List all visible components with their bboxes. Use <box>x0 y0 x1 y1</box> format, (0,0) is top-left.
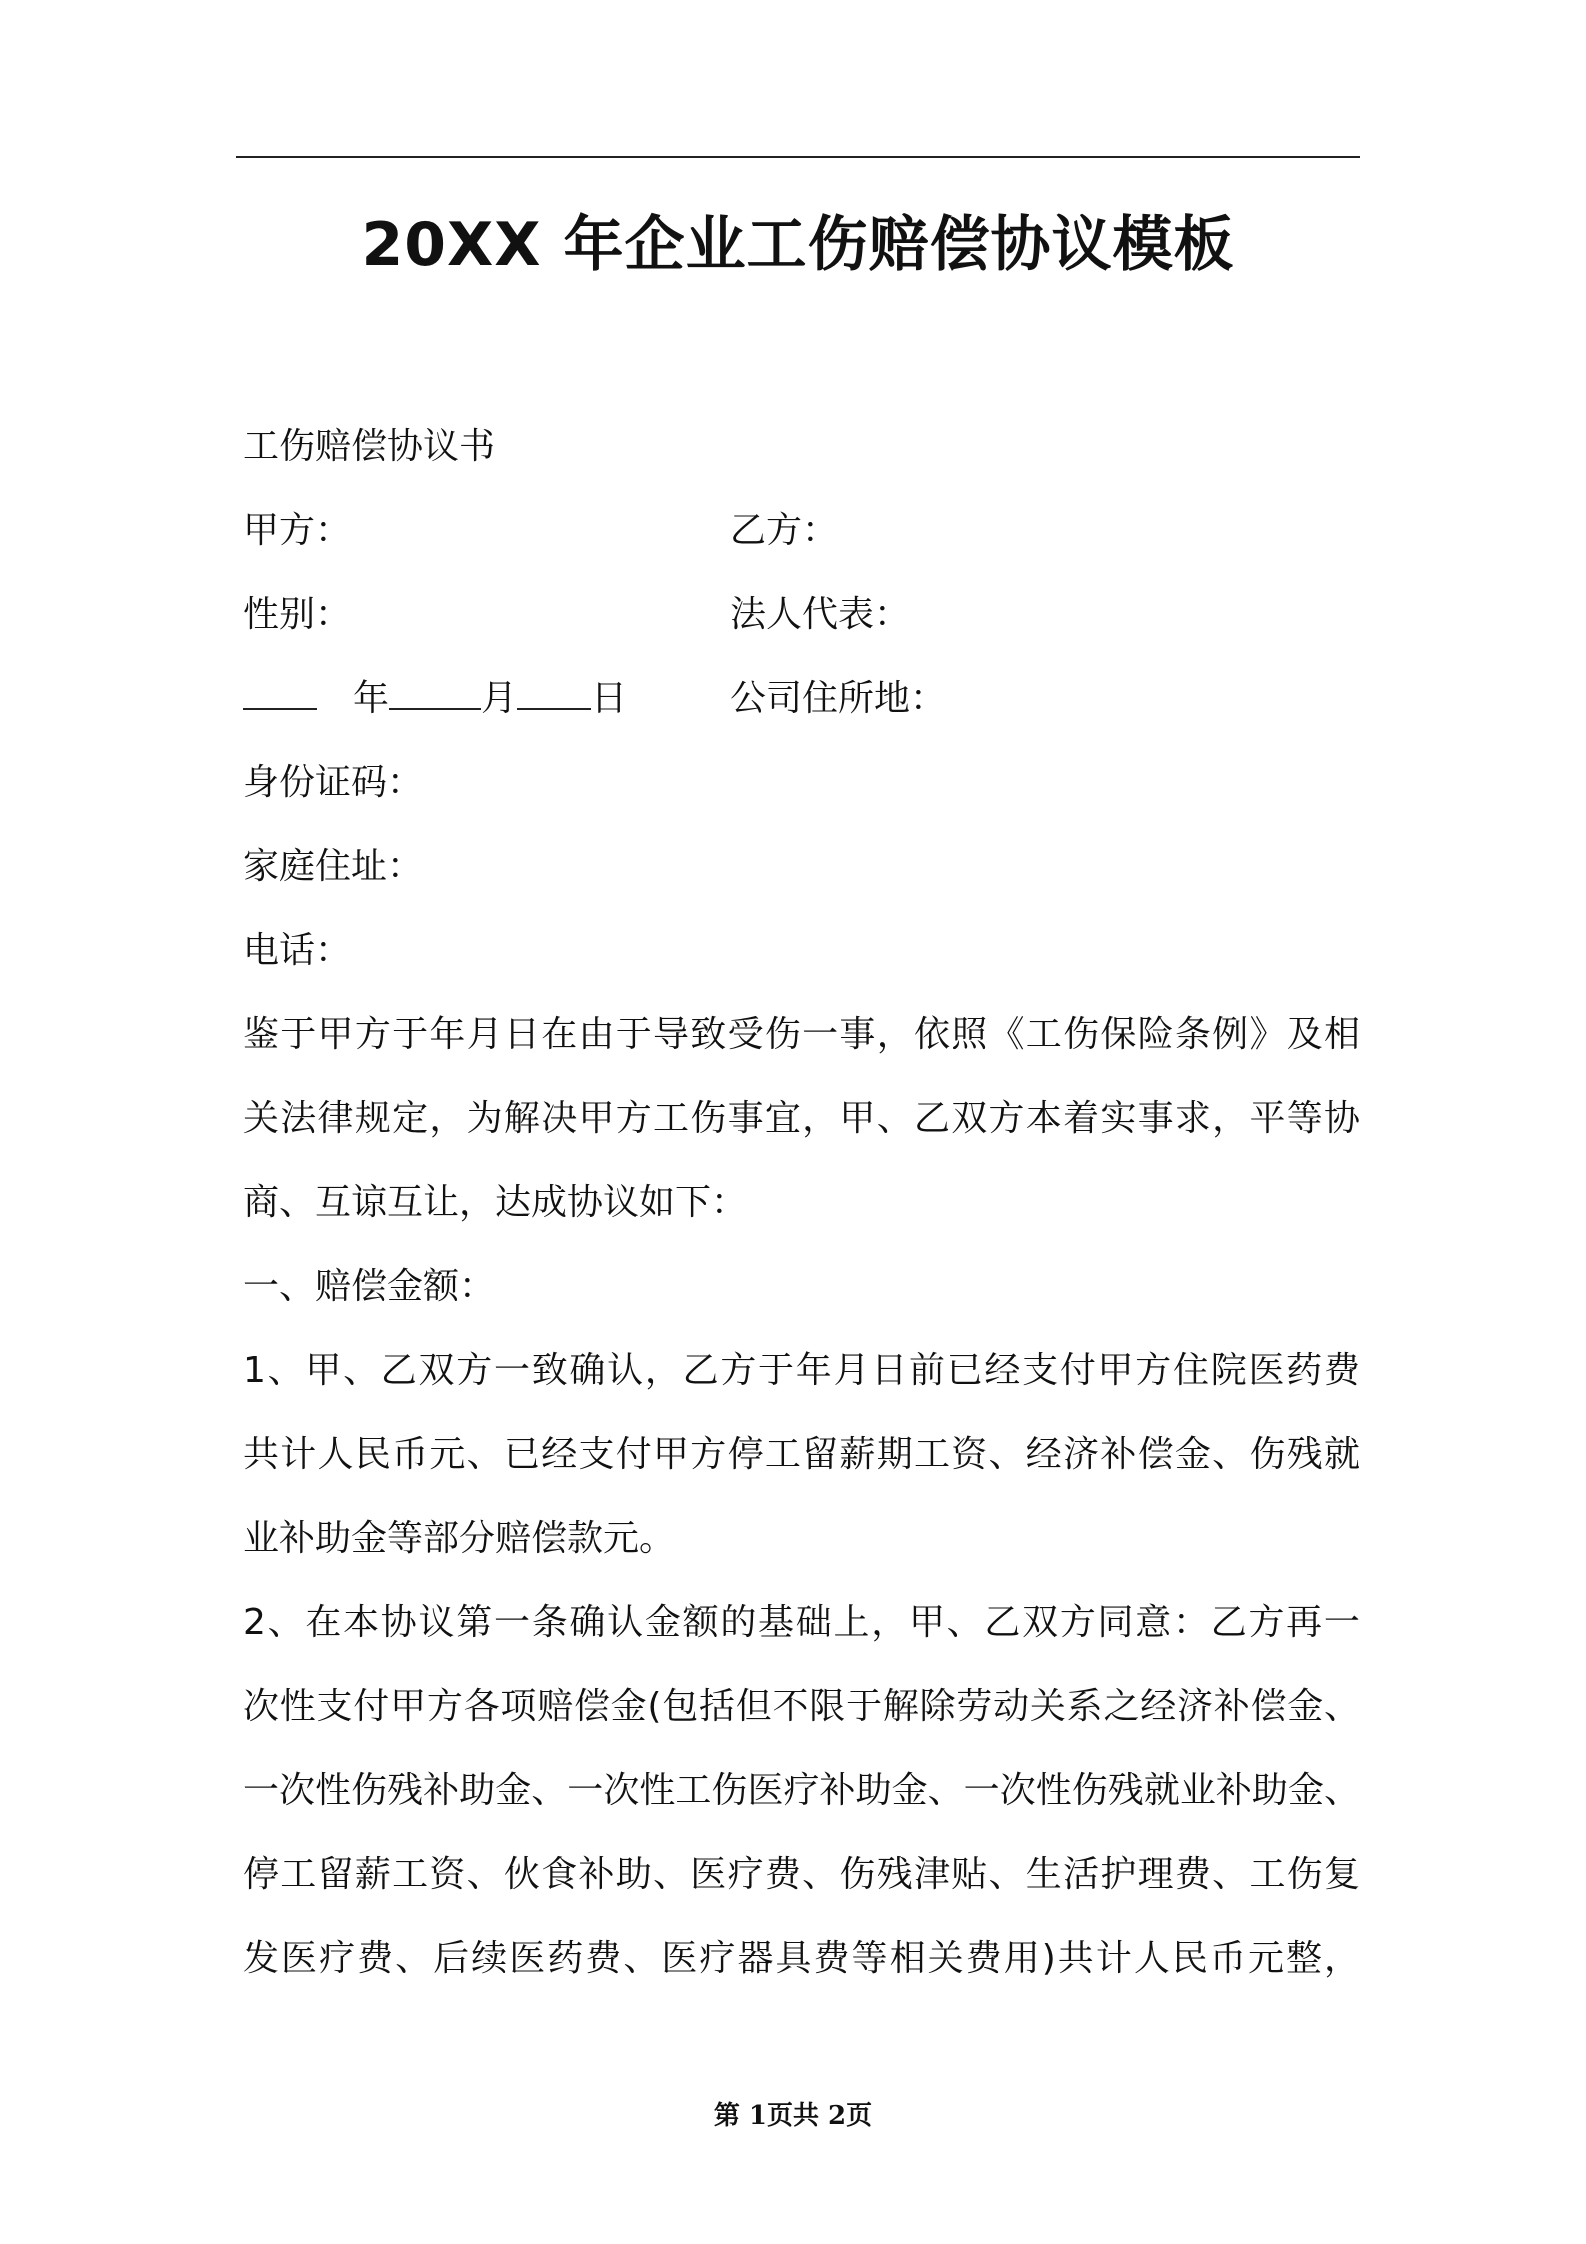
item-two-line: 2、在本协议第一条确认金额的基础上，甲、乙双方同意：乙方再一 <box>243 1602 1362 1643</box>
intro-line: 商、互谅互让，达成协议如下： <box>243 1182 748 1223</box>
item-two-line: 次性支付甲方各项赔偿金(包括但不限于解除劳动关系之经济补偿金、 <box>243 1686 1361 1727</box>
intro-line: 关法律规定，为解决甲方工伤事宜，甲、乙双方本着实事求，平等协 <box>243 1098 1362 1139</box>
gender-label: 性别： <box>243 594 352 635</box>
document-body <box>243 405 1363 2001</box>
day-label: 日 <box>591 678 628 719</box>
section-one-heading: 一、赔偿金额： <box>243 1266 496 1307</box>
item-two-line: 发医疗费、后续医药费、医疗器具费等相关费用)共计人民币元整， <box>243 1938 1363 1979</box>
item-two-line: 停工留薪工资、伙食补助、医疗费、伤残津贴、生活护理费、工伤复 <box>243 1854 1362 1895</box>
intro-line: 鉴于甲方于年月日在由于导致受伤一事，依照《工伤保险条例》及相 <box>243 1014 1362 1055</box>
month-blank <box>389 672 481 710</box>
item-one-line: 1、甲、乙双方一致确认，乙方于年月日前已经支付甲方住院医药费 <box>243 1350 1362 1391</box>
date-field <box>243 678 627 719</box>
day-blank <box>517 672 591 710</box>
header-rule <box>236 156 1360 158</box>
year-label: 年 <box>353 678 390 719</box>
intro-paragraph <box>243 993 1360 1245</box>
party-a-label: 甲方： <box>243 510 352 551</box>
party-b-label: 乙方： <box>730 510 839 551</box>
company-address-label: 公司住所地： <box>730 678 947 719</box>
document-title: 20XX 年企业工伤赔偿协议模板 <box>361 210 1235 280</box>
item-one-line: 共计人民币元、已经支付甲方停工留薪期工资、经济补偿金、伤残就 <box>243 1434 1362 1475</box>
phone-label: 电话： <box>243 930 352 971</box>
item-two-line: 一次性伤残补助金、一次性工伤医疗补助金、一次性伤残就业补助金、 <box>243 1770 1361 1811</box>
date-row <box>243 657 1360 741</box>
page-number-footer: 第 1页共 2页 <box>713 2101 873 2131</box>
legal-rep-label: 法人代表： <box>730 594 911 635</box>
year-blank <box>243 672 317 710</box>
item-one-line: 业补助金等部分赔偿款元。 <box>243 1518 676 1559</box>
gender-row <box>243 573 1360 657</box>
party-row <box>243 489 1360 573</box>
item-one-paragraph <box>243 1329 1360 1581</box>
agreement-heading: 工伤赔偿协议书 <box>243 426 496 467</box>
item-two-paragraph <box>243 1581 1363 2001</box>
month-label: 月 <box>481 678 518 719</box>
id-number-label: 身份证码： <box>243 762 424 803</box>
home-address-label: 家庭住址： <box>243 846 424 887</box>
